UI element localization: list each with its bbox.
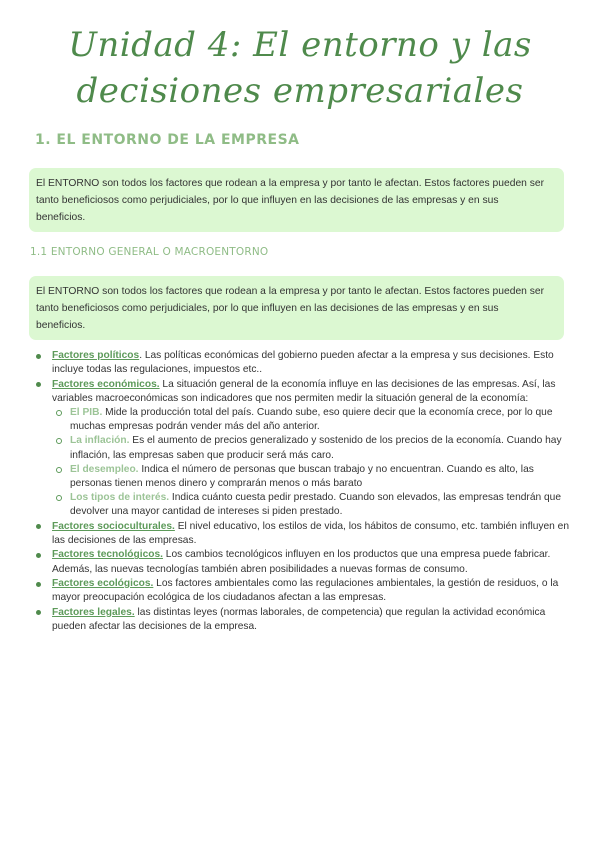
indicator-label: La inflación. bbox=[70, 435, 130, 447]
economic-indicators-list bbox=[52, 406, 574, 520]
bullet-icon bbox=[36, 610, 41, 615]
factor-label[interactable]: Factores económicos. bbox=[52, 378, 160, 390]
list-item-tecnologicos bbox=[36, 548, 574, 576]
circle-bullet-icon bbox=[56, 467, 62, 473]
factor-label[interactable]: Factores legales. bbox=[52, 606, 135, 618]
list-item-legales bbox=[36, 606, 574, 634]
circle-bullet-icon bbox=[56, 495, 62, 501]
definition-box-2: El ENTORNO son todos los factores que rodean a la empresa y por tanto le afectan. Estos factores pueden ser tanto beneficiosos como perjudiciales, por lo que influyen en las decisiones de las empresas y en sus beneficios. bbox=[29, 276, 564, 340]
factor-label[interactable]: Factores ecológicos. bbox=[52, 578, 154, 589]
factor-text: Los factores ambientales como las regulaciones ambientales, la gestión de residuos, o la mayor preocupación ecológica de los ciudadanos afectan a las empresas. bbox=[52, 578, 559, 604]
bullet-icon bbox=[36, 582, 41, 587]
indicator-text: Indica cuánto cuesta pedir prestado. Cuando son elevados, las empresas tendrán que devolver una mayor cantidad de intereses si piden prestado. bbox=[70, 492, 561, 518]
indicator-label: Los tipos de interés. bbox=[70, 492, 170, 504]
list-item-economicos bbox=[36, 378, 574, 520]
indicator-text: Mide la producción total del país. Cuando sube, eso quiere decir que la economía crece, por lo que muchas empresas podrán vender más del año anterior. bbox=[70, 407, 553, 433]
factor-label[interactable]: Factores socioculturales. bbox=[52, 520, 175, 532]
circle-bullet-icon bbox=[56, 438, 62, 444]
factor-text: Los cambios tecnológicos influyen en los productos que una empresa puede fabricar. Además, las nuevas tecnologías también abren posibilidades a nuevas formas de consumo. bbox=[52, 549, 551, 575]
definition-box: El ENTORNO son todos los factores que rodean a la empresa y por tanto le afectan. Estos factores pueden ser tanto beneficiosos como perjudiciales, por lo que influyen en las decisiones de las empresas y en sus beneficios. bbox=[29, 168, 564, 232]
sub-item-pib bbox=[52, 406, 574, 434]
indicator-label: El PIB. bbox=[70, 407, 103, 418]
indicator-label: El desempleo. bbox=[70, 463, 139, 475]
factors-list bbox=[36, 349, 574, 634]
list-item-socioculturales bbox=[36, 520, 574, 548]
sub-item-inflacion bbox=[52, 434, 574, 462]
bullet-icon bbox=[36, 382, 41, 387]
list-item-politicos bbox=[36, 349, 574, 377]
page-title: Unidad 4: El entorno y las decisiones empresariales bbox=[68, 25, 532, 111]
factor-text: las distintas leyes (normas laborales, de competencia) que regulan la actividad económica pueden afectar las decisiones de la empresa. bbox=[52, 606, 546, 632]
indicator-text: Es el aumento de precios generalizado y sostenido de los precios de la economía. Cuando hay inflación, las empresas saben que producir será más caro. bbox=[70, 435, 562, 461]
factor-text: El nivel educativo, los estilos de vida, los hábitos de consumo, etc. también influyen en las decisiones de las empresas. bbox=[52, 520, 570, 547]
factor-text: . Las políticas económicas del gobierno pueden afectar a la empresa y sus decisiones. Esto incluye todas las regulaciones, impuestos etc.. bbox=[52, 350, 554, 376]
factor-label[interactable]: Factores tecnológicos. bbox=[52, 549, 163, 561]
section-heading-entorno: 1. EL ENTORNO DE LA EMPRESA bbox=[35, 132, 300, 148]
circle-bullet-icon bbox=[56, 410, 62, 416]
sub-item-desempleo bbox=[52, 463, 574, 491]
factor-label[interactable]: Factores políticos bbox=[52, 350, 140, 361]
subsection-heading-macroentorno: 1.1 ENTORNO GENERAL O MACROENTORNO bbox=[30, 246, 269, 258]
indicator-text: Indica el número de personas que buscan trabajo y no encuentran. Cuando es alto, las personas tienen menos dinero y comprarán menos o más barato bbox=[70, 463, 534, 490]
bullet-icon bbox=[36, 354, 41, 359]
sub-item-tipos-interes bbox=[52, 491, 574, 519]
list-item-ecologicos bbox=[36, 577, 574, 605]
factor-text: La situación general de la economía influye en las decisiones de las empresas. Así, las variables macroeconómicas son indicadores que nos permiten medir la situación general de la economía: bbox=[52, 378, 556, 404]
bullet-icon bbox=[36, 524, 41, 529]
bullet-icon bbox=[36, 553, 41, 558]
